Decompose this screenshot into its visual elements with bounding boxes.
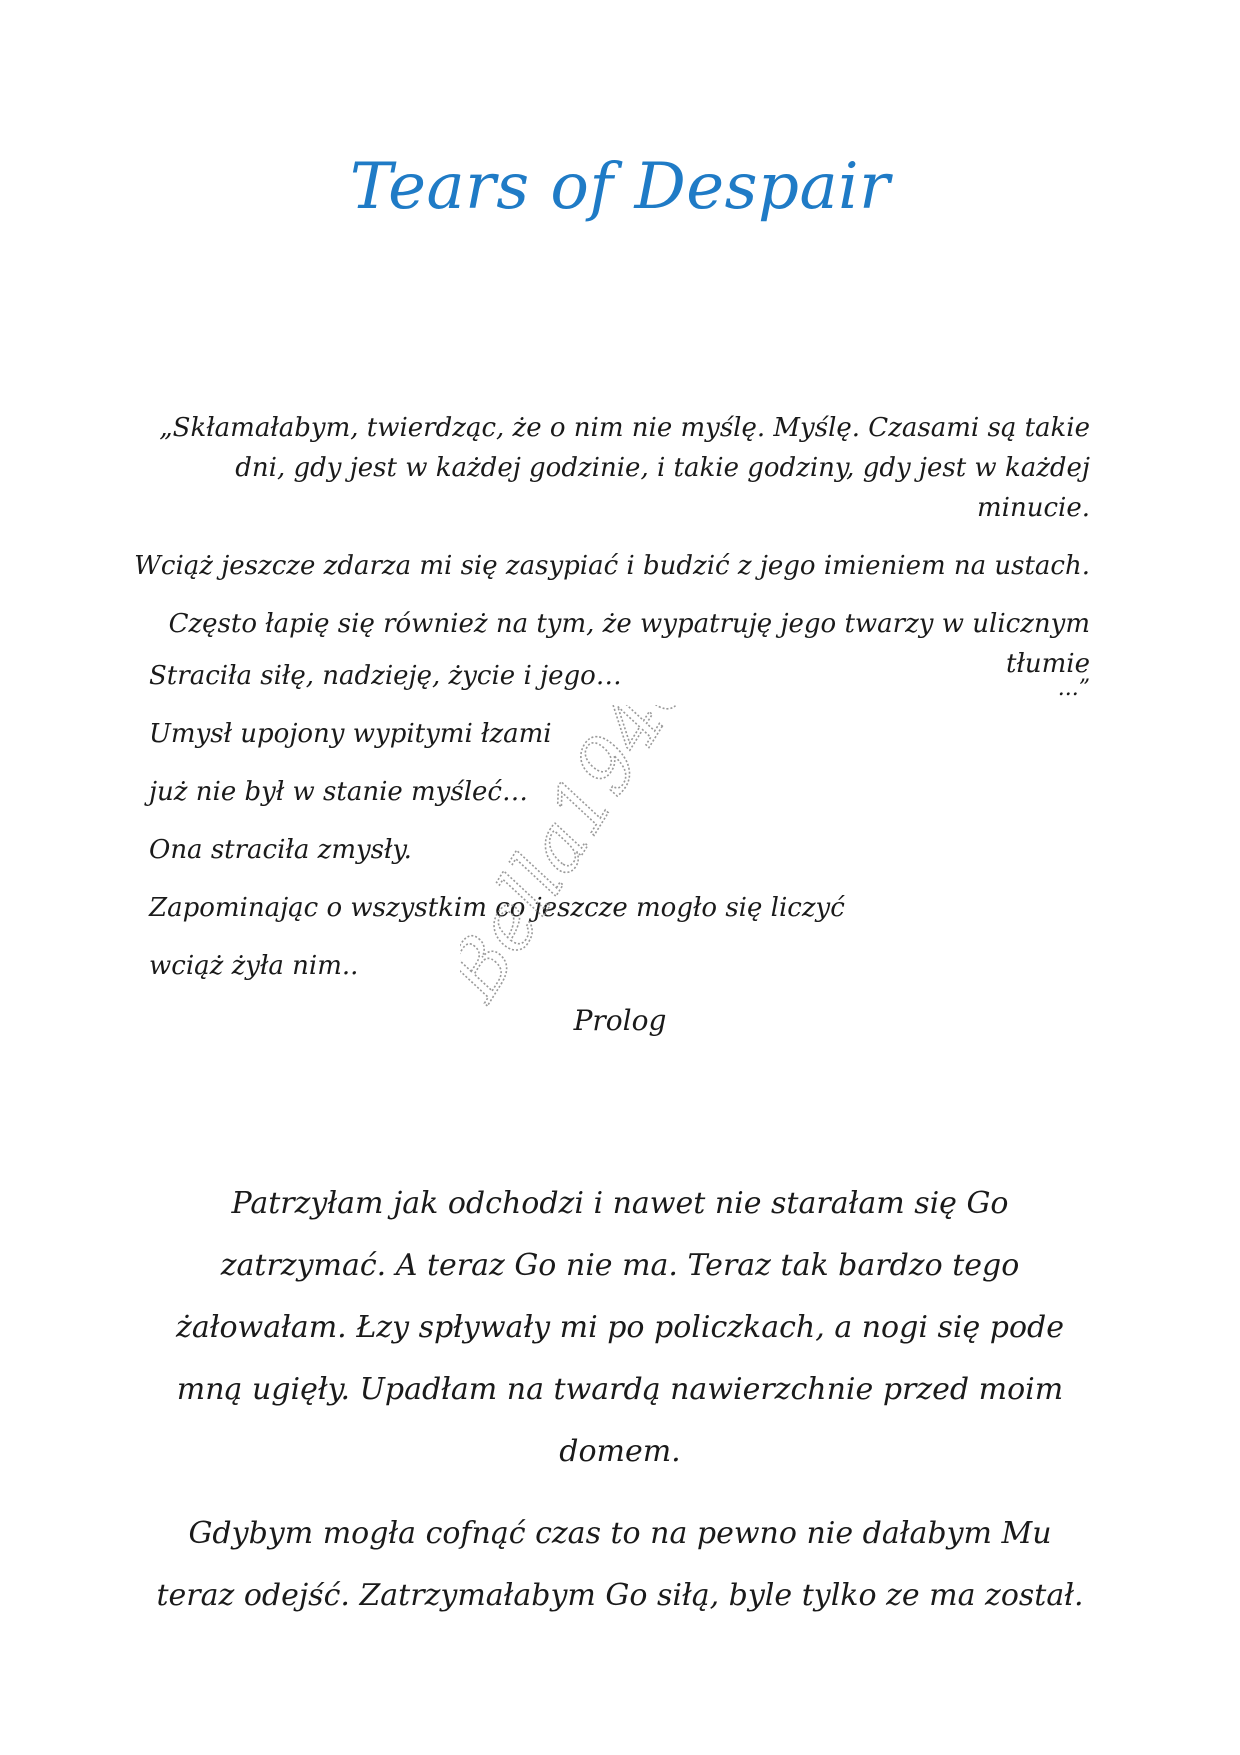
quote-paragraph: Wciąż jeszcze zdarza mi się zasypiać i budzić z jego imieniem na ustach.: [134, 551, 1090, 581]
story-text: [150, 1173, 1090, 1647]
quote-paragraph: „Skłamałabym, twierdząc, że o nim nie myślę. Myślę. Czasami są takie dni, gdy jest w każdej godzinie, i takie godziny, gdy jest w każdej minucie.: [159, 413, 1090, 523]
quote-paragraph-text: Często łapię się również na tym, że wypatruję jego twarzy w ulicznym tłumie: [168, 609, 1090, 679]
poem-line: Umysł upojony wypitymi łzami: [149, 719, 552, 749]
story-paragraph: Gdybym mogła cofnąć czas to na pewno nie dałabym Mu teraz odejść. Zatrzymałabym Go siłą, byle tylko ze ma został.: [156, 1516, 1084, 1613]
poem-line: Zapominając o wszystkim co jeszcze mogło się liczyć: [149, 893, 845, 923]
poem-line: wciąż żyła nim..: [149, 951, 359, 981]
poem: [149, 657, 845, 1005]
poem-line: już nie był w stanie myśleć…: [149, 777, 528, 807]
story-paragraph: Patrzyłam jak odchodzi i nawet nie starałam się Go zatrzymać. A teraz Go nie ma. Teraz tak bardzo tego żałowałam. Łzy spływały mi po policzkach, a nogi się pode mną ugięły. Upadłam na twardą nawierzchnie przed moim domem.: [176, 1186, 1064, 1469]
section-heading-prolog: Prolog: [573, 1004, 667, 1037]
poem-line: Straciła siłę, nadzieję, życie i jego…: [149, 661, 622, 691]
document-title: Tears of Despair: [349, 150, 891, 224]
poem-line: Ona straciła zmysły.: [149, 835, 412, 865]
watermark-text: Bella1946: [460, 705, 709, 1015]
quote-ending: ...”: [1057, 676, 1090, 701]
